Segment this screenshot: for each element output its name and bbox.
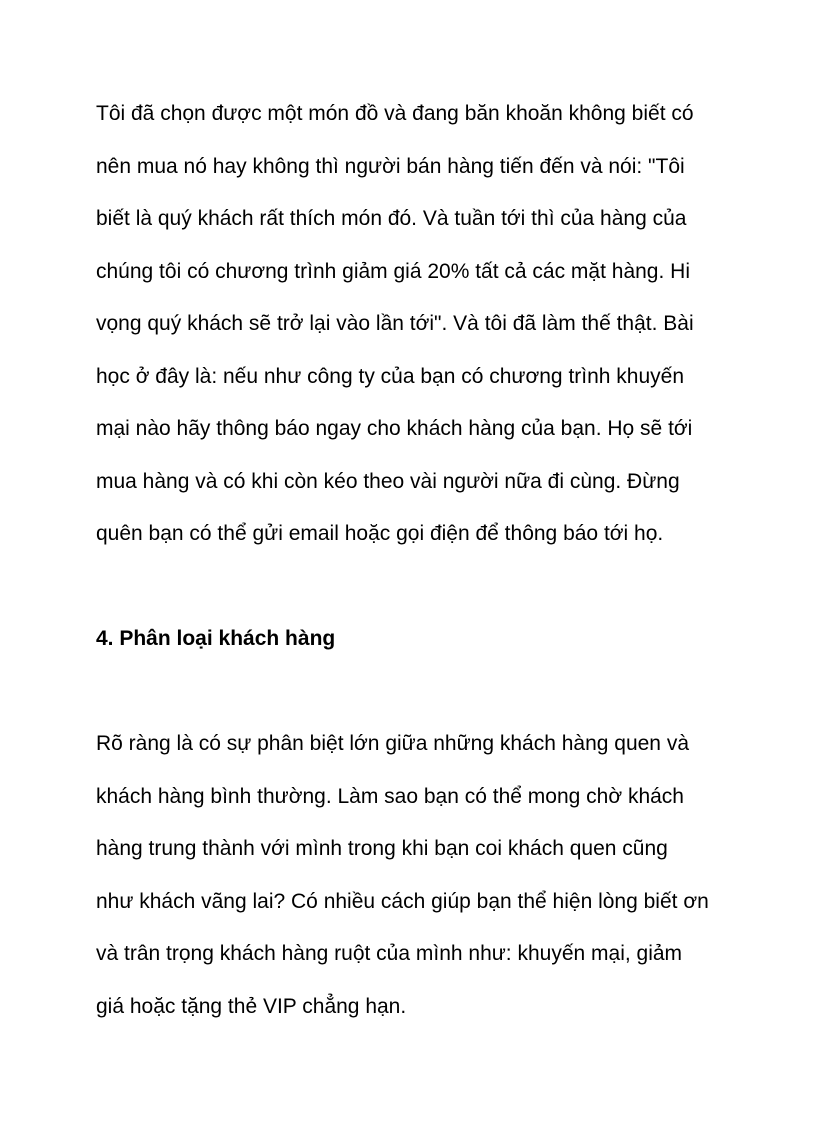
text-line: giá hoặc tặng thẻ VIP chẳng hạn. (96, 994, 407, 1018)
section-heading: 4. Phân loại khách hàng (96, 627, 336, 650)
paragraph-2 (96, 718, 736, 1033)
text-line: nên mua nó hay không thì người bán hàng tiến đến và nói: "Tôi (96, 154, 685, 178)
text-line: hàng trung thành với mình trong khi bạn coi khách quen cũng (96, 837, 668, 860)
text-line: học ở đây là: nếu như công ty của bạn có chương trình khuyến (96, 364, 685, 388)
text-line: quên bạn có thể gửi email hoặc gọi điện để thông báo tới họ. (96, 522, 664, 545)
paragraph-1 (96, 88, 736, 561)
text-line: như khách vãng lai? Có nhiều cách giúp bạn thể hiện lòng biết ơn (96, 889, 709, 913)
text-line: Tôi đã chọn được một món đồ và đang băn khoăn không biết có (96, 102, 694, 125)
text-line: chúng tôi có chương trình giảm giá 20% tất cả các mặt hàng. Hi (96, 259, 690, 283)
text-line: và trân trọng khách hàng ruột của mình như: khuyến mại, giảm (96, 942, 683, 965)
text-line: mại nào hãy thông báo ngay cho khách hàng của bạn. Họ sẽ tới (96, 417, 693, 440)
text-line: biết là quý khách rất thích món đó. Và tuần tới thì của hàng của (96, 207, 687, 230)
text-line: Rõ ràng là có sự phân biệt lớn giữa những khách hàng quen và (96, 732, 690, 755)
text-line: mua hàng và có khi còn kéo theo vài người nữa đi cùng. Đừng (96, 469, 680, 493)
document-body (96, 88, 736, 1033)
text-line: khách hàng bình thường. Làm sao bạn có thể mong chờ khách (96, 784, 684, 808)
text-line: vọng quý khách sẽ trở lại vào lần tới". Và tôi đã làm thế thật. Bài (96, 312, 694, 335)
